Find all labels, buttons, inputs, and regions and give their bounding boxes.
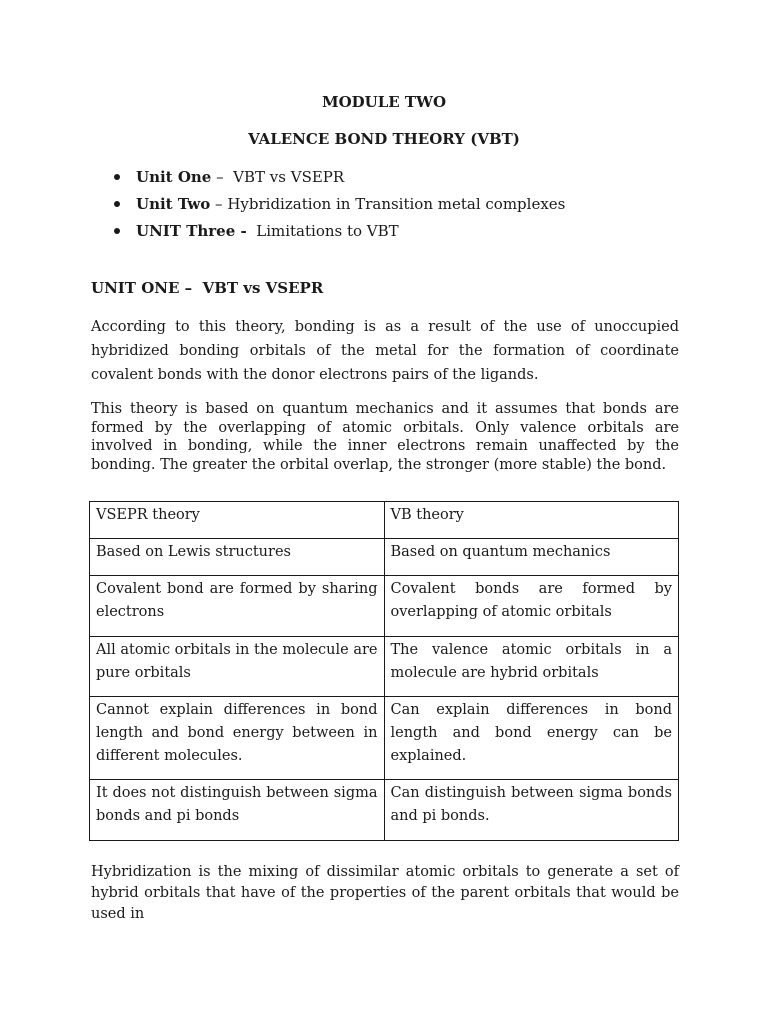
unit-list-item (112, 220, 565, 247)
paragraph: This theory is based on quantum mechanics and it assumes that bonds are formed by the overlapping of atomic orbitals. Only valence orbitals are involved in bonding, while the inner electrons remain unaffected by the bonding. The greater the orbital overlap, the stronger (more stable) the bond. (91, 401, 679, 473)
paragraph: Hybridization is the mixing of dissimilar atomic orbitals to generate a set of hybrid orbitals that have of the properties of the parent orbitals that would be used in (91, 864, 679, 922)
unit-list (112, 166, 565, 247)
unit-name: Unit One (136, 168, 212, 186)
unit-description: VBT vs VSEPR (233, 168, 345, 186)
unit-list-item (112, 193, 565, 220)
unit-separator: – (211, 168, 234, 186)
unit-separator (247, 222, 257, 240)
table-cell: Based on quantum mechanics (384, 539, 679, 576)
unit-description: Hybridization in Transition metal complexes (227, 195, 566, 213)
table-cell: Can explain differences in bond length and bond energy can be explained. (384, 697, 679, 780)
unit-description: Limitations to VBT (256, 222, 399, 240)
bullet-icon (114, 201, 120, 207)
table-row (90, 780, 679, 841)
table-row (90, 576, 679, 637)
unit-name: Unit Two (136, 195, 211, 213)
table-row (90, 502, 679, 539)
section-heading: UNIT ONE – VBT vs VSEPR (91, 279, 324, 297)
table-cell: Can distinguish between sigma bonds and pi bonds. (384, 780, 679, 841)
table-cell: Based on Lewis structures (90, 539, 385, 576)
table-cell: Covalent bond are formed by sharing electrons (90, 576, 385, 637)
table-cell: VB theory (384, 502, 679, 539)
bullet-icon (114, 228, 120, 234)
unit-separator: – (210, 195, 228, 213)
table-row (90, 539, 679, 576)
table-cell: It does not distinguish between sigma bonds and pi bonds (90, 780, 385, 841)
module-title: MODULE TWO (321, 93, 447, 111)
table-cell: VSEPR theory (90, 502, 385, 539)
table-cell: All atomic orbitals in the molecule are pure orbitals (90, 637, 385, 697)
table-row (90, 637, 679, 697)
table-cell: Cannot explain differences in bond length and bond energy between in different molecules. (90, 697, 385, 780)
table-cell: Covalent bonds are formed by overlapping of atomic orbitals (384, 576, 679, 637)
paragraph: According to this theory, bonding is as a result of the use of unoccupied hybridized bonding orbitals of the metal for the formation of coordinate covalent bonds with the donor electrons pairs of the ligands. (91, 319, 679, 383)
unit-name: UNIT Three - (136, 222, 247, 240)
table-cell: The valence atomic orbitals in a molecule are hybrid orbitals (384, 637, 679, 697)
module-subtitle: VALENCE BOND THEORY (VBT) (248, 130, 520, 148)
bullet-icon (114, 174, 120, 180)
unit-list-item (112, 166, 565, 193)
table-row (90, 697, 679, 780)
comparison-table (89, 501, 679, 841)
